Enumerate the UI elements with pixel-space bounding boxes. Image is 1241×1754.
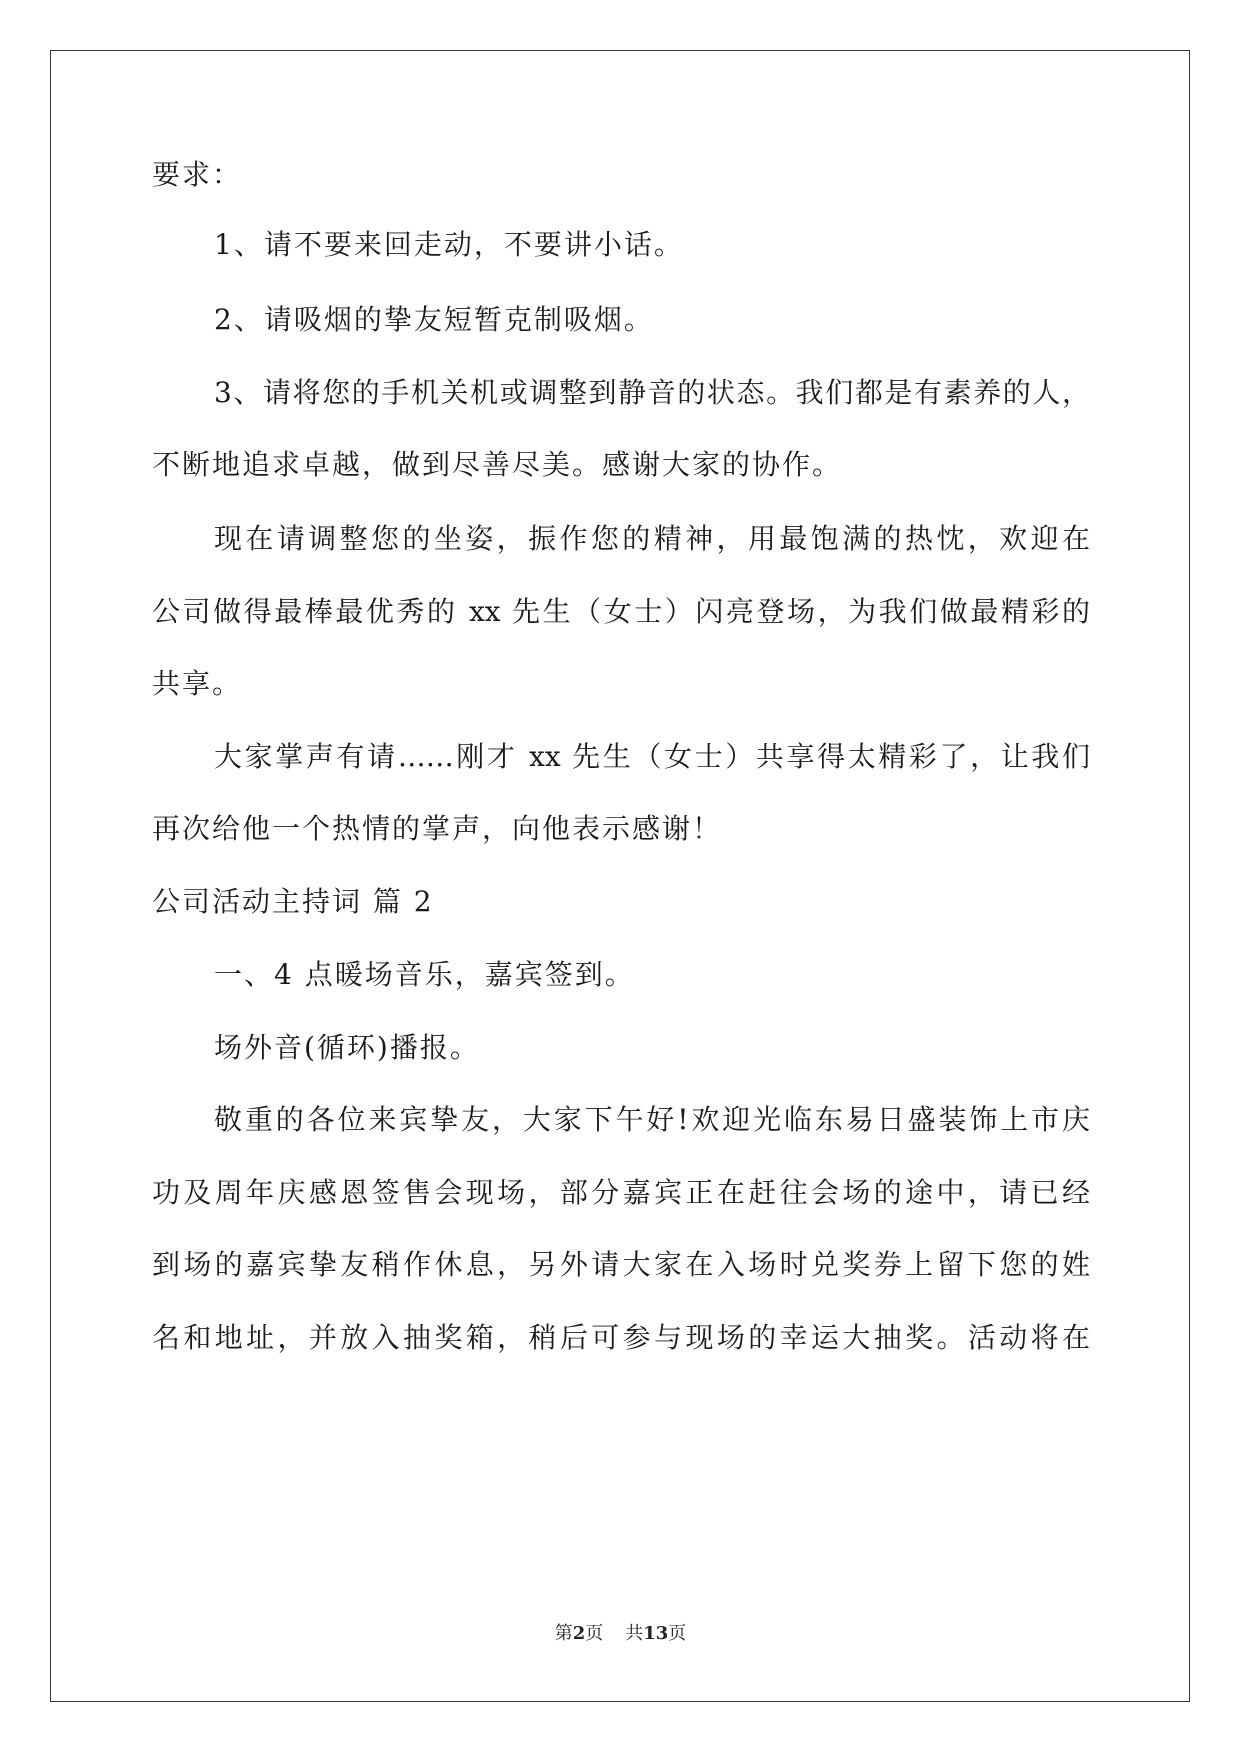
text-line: 要求：	[152, 158, 243, 191]
text-line: 再次给他一个热情的掌声，向他表示感谢！	[152, 812, 723, 845]
page-border	[50, 50, 1190, 1702]
text-line: 共享。	[152, 667, 243, 700]
text-line: 现在请调整您的坐姿，振作您的精神，用最饱满的热忱，欢迎在	[214, 522, 1090, 555]
page-suffix: 页	[585, 1623, 604, 1644]
text-line: 1、请不要来回走动，不要讲小话。	[214, 228, 684, 261]
page-footer	[0, 1622, 1241, 1646]
page-total: 13	[643, 1623, 669, 1644]
text-line: 大家掌声有请……刚才 xx 先生（女士）共享得太精彩了，让我们	[214, 740, 1090, 773]
total-prefix: 共	[625, 1623, 644, 1644]
text-line: 公司做得最棒最优秀的 xx 先生（女士）闪亮登场，为我们做最精彩的	[152, 595, 1090, 628]
text-line: 敬重的各位来宾挚友，大家下午好!欢迎光临东易日盛装饰上市庆	[214, 1103, 1090, 1136]
text-line: 名和地址，并放入抽奖箱，稍后可参与现场的幸运大抽奖。活动将在	[152, 1321, 1090, 1354]
page-number: 2	[572, 1623, 586, 1644]
section-heading: 公司活动主持词 篇 2	[152, 885, 434, 918]
text-line: 一、4 点暖场音乐，嘉宾签到。	[214, 958, 635, 991]
total-suffix: 页	[668, 1623, 687, 1644]
text-line: 功及周年庆感恩签售会现场，部分嘉宾正在赶往会场的途中，请已经	[152, 1176, 1090, 1209]
text-line: 场外音(循环)播报。	[214, 1031, 480, 1064]
page-prefix: 第	[554, 1623, 573, 1644]
text-line: 3、请将您的手机关机或调整到静音的状态。我们都是有素养的人，	[214, 376, 1090, 409]
text-line: 2、请吸烟的挚友短暂克制吸烟。	[214, 303, 654, 336]
text-line: 不断地追求卓越，做到尽善尽美。感谢大家的协作。	[152, 448, 843, 481]
text-line: 到场的嘉宾挚友稍作休息，另外请大家在入场时兑奖券上留下您的姓	[152, 1248, 1090, 1281]
